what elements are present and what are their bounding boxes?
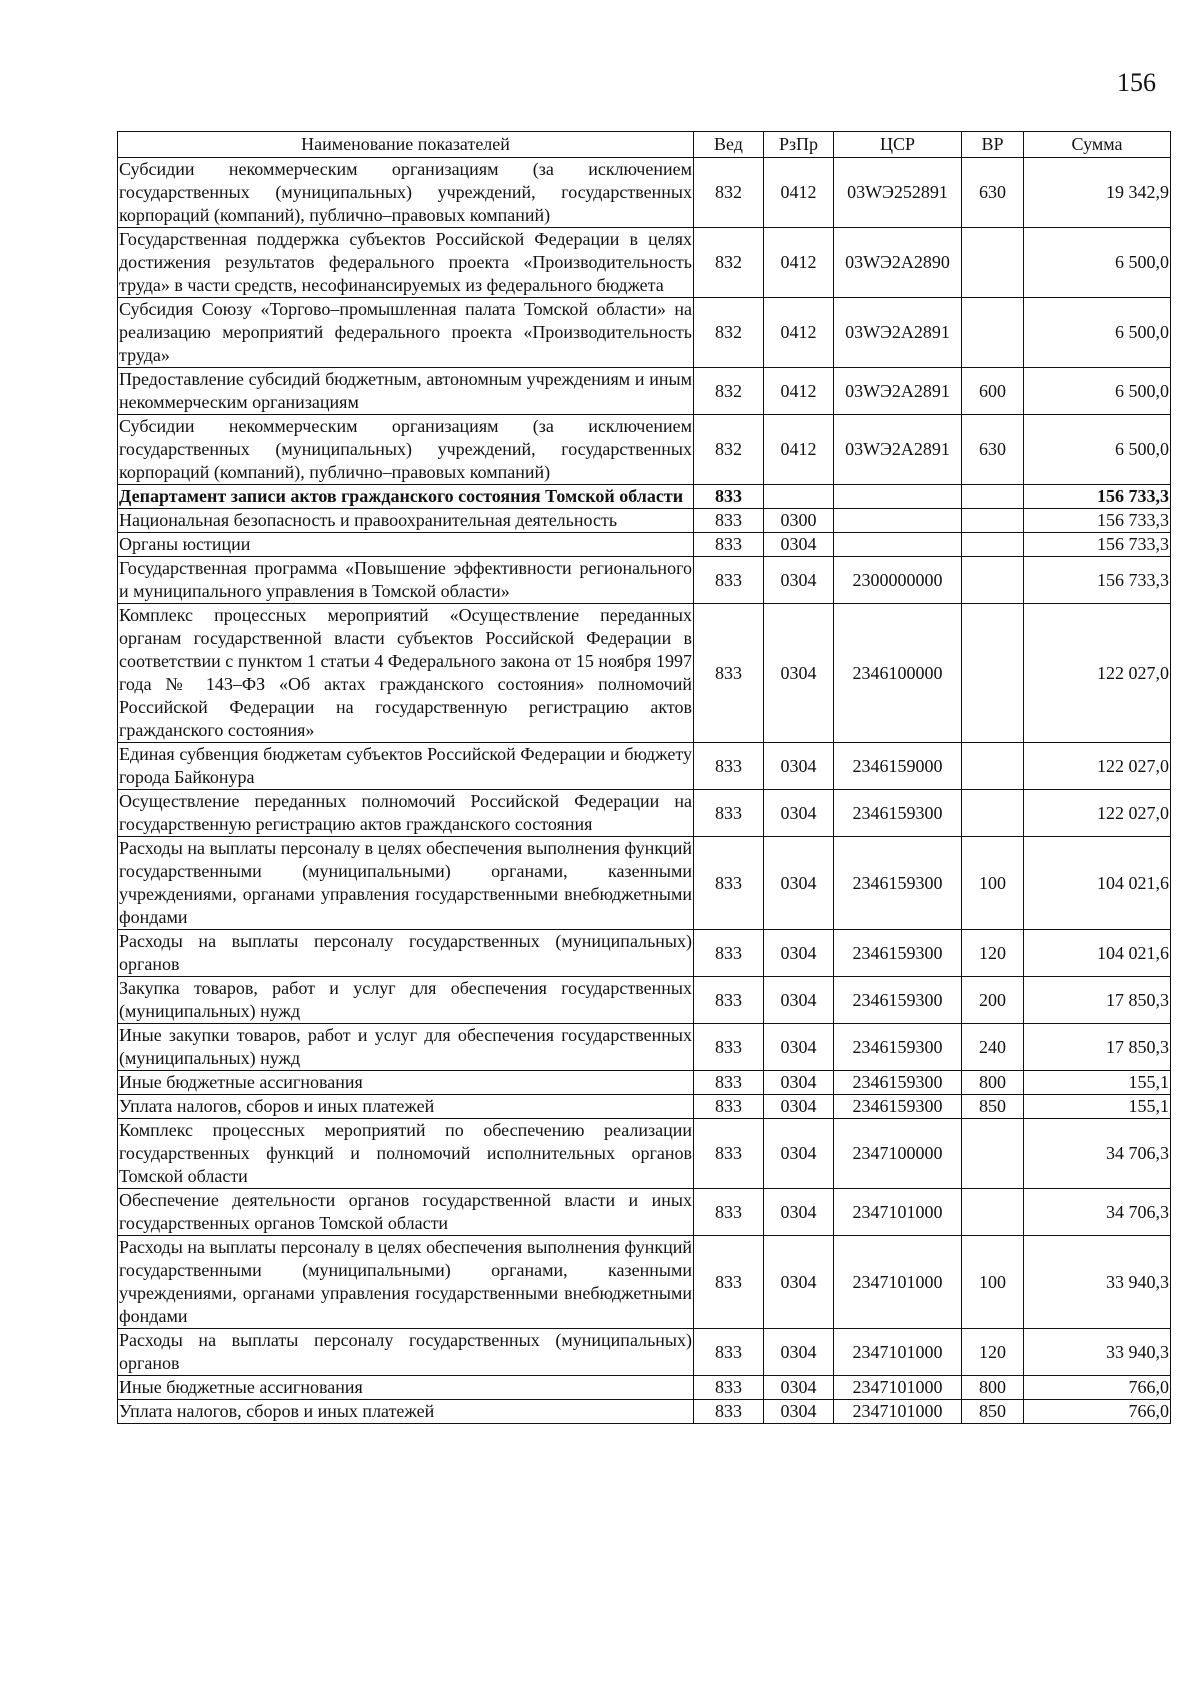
row-name: Осуществление переданных полномочий Российской Федерации на государственную регистрацию актов гражданского состояния [118,790,694,837]
table-header-row [118,132,1171,158]
table-row [118,1400,1171,1424]
row-name: Предоставление субсидий бюджетным, автономным учреждениям и иным некоммерческим организациям [118,368,694,415]
table-row [118,1071,1171,1095]
row-rzpr: 0412 [764,368,834,415]
row-sum: 156 733,3 [1024,533,1171,557]
row-vr: 120 [962,1329,1024,1376]
row-csr [834,533,962,557]
row-ved: 833 [694,977,764,1024]
row-rzpr: 0304 [764,533,834,557]
row-name: Единая субвенция бюджетам субъектов Российской Федерации и бюджету города Байконура [118,743,694,790]
row-vr [962,509,1024,533]
row-name: Органы юстиции [118,533,694,557]
row-name: Расходы на выплаты персоналу государственных (муниципальных) органов [118,1329,694,1376]
row-vr: 630 [962,158,1024,228]
row-csr: 03WЭ2А2891 [834,415,962,485]
row-vr [962,298,1024,368]
row-ved: 833 [694,1071,764,1095]
row-sum: 33 940,3 [1024,1236,1171,1329]
header-vr: ВР [962,132,1024,158]
row-sum: 6 500,0 [1024,228,1171,298]
row-ved: 832 [694,298,764,368]
row-name: Субсидии некоммерческим организациям (за исключением государственных (муниципальных) учреждений, государственных корпораций (компаний), публично–правовых компаний) [118,158,694,228]
row-csr: 2346159300 [834,1071,962,1095]
row-sum: 155,1 [1024,1071,1171,1095]
row-name: Комплекс процессных мероприятий «Осуществление переданных органам государственной власти субъектов Российской Федерации в соответствии с пунктом 1 статьи 4 Федерального закона от 15 ноября 1997 года № 143–ФЗ «Об актах гражданского состояния» полномочий Российской Федерации на государственную регистрацию актов гражданского состояния» [118,604,694,743]
row-sum: 156 733,3 [1024,509,1171,533]
table-row [118,930,1171,977]
row-ved: 833 [694,1119,764,1189]
table-row [118,533,1171,557]
row-ved: 833 [694,485,764,509]
row-name: Иные закупки товаров, работ и услуг для обеспечения государственных (муниципальных) нужд [118,1024,694,1071]
header-name: Наименование показателей [118,132,694,158]
row-csr: 2346159000 [834,743,962,790]
header-sum: Сумма [1024,132,1171,158]
row-name: Уплата налогов, сборов и иных платежей [118,1400,694,1424]
row-vr: 200 [962,977,1024,1024]
table-row [118,415,1171,485]
header-csr: ЦСР [834,132,962,158]
table-row [118,1236,1171,1329]
table-row [118,557,1171,604]
row-ved: 833 [694,1024,764,1071]
table-row [118,977,1171,1024]
table-row [118,509,1171,533]
row-rzpr: 0304 [764,930,834,977]
row-ved: 833 [694,533,764,557]
row-csr: 2347101000 [834,1236,962,1329]
row-rzpr: 0412 [764,158,834,228]
row-vr [962,533,1024,557]
row-rzpr: 0304 [764,1071,834,1095]
row-rzpr: 0304 [764,1236,834,1329]
row-rzpr: 0304 [764,1189,834,1236]
table-row [118,743,1171,790]
row-rzpr: 0304 [764,604,834,743]
row-sum: 6 500,0 [1024,368,1171,415]
row-rzpr: 0412 [764,415,834,485]
row-name: Иные бюджетные ассигнования [118,1071,694,1095]
row-csr: 2346100000 [834,604,962,743]
header-rzpr: РзПр [764,132,834,158]
row-rzpr: 0304 [764,1376,834,1400]
row-rzpr: 0304 [764,1400,834,1424]
row-name: Комплекс процессных мероприятий по обеспечению реализации государственных функций и полномочий исполнительных органов Томской области [118,1119,694,1189]
row-ved: 833 [694,509,764,533]
row-sum: 122 027,0 [1024,743,1171,790]
table-row [118,1189,1171,1236]
row-csr: 2346159300 [834,1024,962,1071]
row-rzpr: 0412 [764,228,834,298]
row-name: Закупка товаров, работ и услуг для обеспечения государственных (муниципальных) нужд [118,977,694,1024]
row-csr: 2347101000 [834,1329,962,1376]
row-rzpr: 0412 [764,298,834,368]
row-name: Государственная поддержка субъектов Российской Федерации в целях достижения результатов федерального проекта «Производительность труда» в части средств, несофинансируемых из федерального бюджета [118,228,694,298]
row-sum: 122 027,0 [1024,604,1171,743]
row-csr: 03WЭ2А2891 [834,368,962,415]
table-body [118,158,1171,1424]
page-number: 156 [1117,68,1156,97]
row-vr [962,790,1024,837]
row-name: Расходы на выплаты персоналу государственных (муниципальных) органов [118,930,694,977]
row-csr: 2346159300 [834,977,962,1024]
row-sum: 156 733,3 [1024,485,1171,509]
row-rzpr [764,485,834,509]
row-ved: 833 [694,1095,764,1119]
row-name: Субсидия Союзу «Торгово–промышленная палата Томской области» на реализацию мероприятий федерального проекта «Производительность труда» [118,298,694,368]
row-sum: 34 706,3 [1024,1119,1171,1189]
row-csr: 03WЭ252891 [834,158,962,228]
row-csr: 2346159300 [834,790,962,837]
row-csr: 2347101000 [834,1376,962,1400]
row-csr: 2346159300 [834,837,962,930]
row-vr [962,557,1024,604]
row-csr: 2347101000 [834,1400,962,1424]
row-ved: 833 [694,1329,764,1376]
row-sum: 17 850,3 [1024,977,1171,1024]
row-sum: 6 500,0 [1024,415,1171,485]
row-name: Национальная безопасность и правоохранительная деятельность [118,509,694,533]
row-csr: 2346159300 [834,930,962,977]
row-vr [962,1119,1024,1189]
row-name: Государственная программа «Повышение эффективности регионального и муниципального управления в Томской области» [118,557,694,604]
row-vr: 630 [962,415,1024,485]
row-vr [962,228,1024,298]
row-rzpr: 0304 [764,1329,834,1376]
table-row [118,1119,1171,1189]
row-sum: 19 342,9 [1024,158,1171,228]
row-ved: 832 [694,415,764,485]
row-csr: 2347101000 [834,1189,962,1236]
table-row [118,1376,1171,1400]
row-name: Субсидии некоммерческим организациям (за исключением государственных (муниципальных) учреждений, государственных корпораций (компаний), публично–правовых компаний) [118,415,694,485]
row-csr: 2346159300 [834,1095,962,1119]
row-ved: 833 [694,604,764,743]
row-rzpr: 0304 [764,1119,834,1189]
row-rzpr: 0304 [764,837,834,930]
row-sum: 34 706,3 [1024,1189,1171,1236]
row-csr [834,485,962,509]
row-vr: 850 [962,1095,1024,1119]
row-ved: 833 [694,1400,764,1424]
row-ved: 833 [694,837,764,930]
row-sum: 766,0 [1024,1400,1171,1424]
row-sum: 155,1 [1024,1095,1171,1119]
row-sum: 104 021,6 [1024,837,1171,930]
row-name: Уплата налогов, сборов и иных платежей [118,1095,694,1119]
row-name: Обеспечение деятельности органов государственной власти и иных государственных органов Томской области [118,1189,694,1236]
table-row [118,790,1171,837]
row-ved: 832 [694,158,764,228]
row-ved: 833 [694,557,764,604]
table-row [118,485,1171,509]
table-row [118,837,1171,930]
row-ved: 832 [694,228,764,298]
row-vr: 100 [962,837,1024,930]
table-row [118,158,1171,228]
row-vr: 600 [962,368,1024,415]
row-csr: 2300000000 [834,557,962,604]
row-ved: 833 [694,743,764,790]
row-vr: 850 [962,1400,1024,1424]
row-rzpr: 0304 [764,977,834,1024]
row-sum: 104 021,6 [1024,930,1171,977]
row-ved: 833 [694,930,764,977]
row-vr [962,1189,1024,1236]
row-ved: 833 [694,790,764,837]
row-name: Расходы на выплаты персоналу в целях обеспечения выполнения функций государственными (муниципальными) органами, казенными учреждениями, органами управления государственными внебюджетными фондами [118,837,694,930]
row-name: Департамент записи актов гражданского состояния Томской области [118,485,694,509]
row-vr: 800 [962,1376,1024,1400]
table-row [118,604,1171,743]
row-vr: 120 [962,930,1024,977]
table-row [118,228,1171,298]
row-sum: 17 850,3 [1024,1024,1171,1071]
row-name: Иные бюджетные ассигнования [118,1376,694,1400]
row-vr: 100 [962,1236,1024,1329]
header-ved: Вед [694,132,764,158]
row-rzpr: 0304 [764,743,834,790]
row-ved: 833 [694,1189,764,1236]
row-rzpr: 0300 [764,509,834,533]
row-sum: 33 940,3 [1024,1329,1171,1376]
row-rzpr: 0304 [764,790,834,837]
row-vr [962,743,1024,790]
row-vr [962,485,1024,509]
row-sum: 156 733,3 [1024,557,1171,604]
row-ved: 832 [694,368,764,415]
table-row [118,1024,1171,1071]
table-row [118,1329,1171,1376]
row-csr [834,509,962,533]
table-row [118,298,1171,368]
budget-table [117,131,1171,1424]
row-ved: 833 [694,1236,764,1329]
row-vr: 800 [962,1071,1024,1095]
table-row [118,368,1171,415]
row-vr [962,604,1024,743]
row-csr: 03WЭ2А2891 [834,298,962,368]
row-rzpr: 0304 [764,1024,834,1071]
row-rzpr: 0304 [764,1095,834,1119]
row-name: Расходы на выплаты персоналу в целях обеспечения выполнения функций государственными (муниципальными) органами, казенными учреждениями, органами управления государственными внебюджетными фондами [118,1236,694,1329]
row-vr: 240 [962,1024,1024,1071]
row-sum: 766,0 [1024,1376,1171,1400]
row-sum: 122 027,0 [1024,790,1171,837]
table-row [118,1095,1171,1119]
row-csr: 2347100000 [834,1119,962,1189]
row-csr: 03WЭ2А2890 [834,228,962,298]
row-ved: 833 [694,1376,764,1400]
row-rzpr: 0304 [764,557,834,604]
row-sum: 6 500,0 [1024,298,1171,368]
